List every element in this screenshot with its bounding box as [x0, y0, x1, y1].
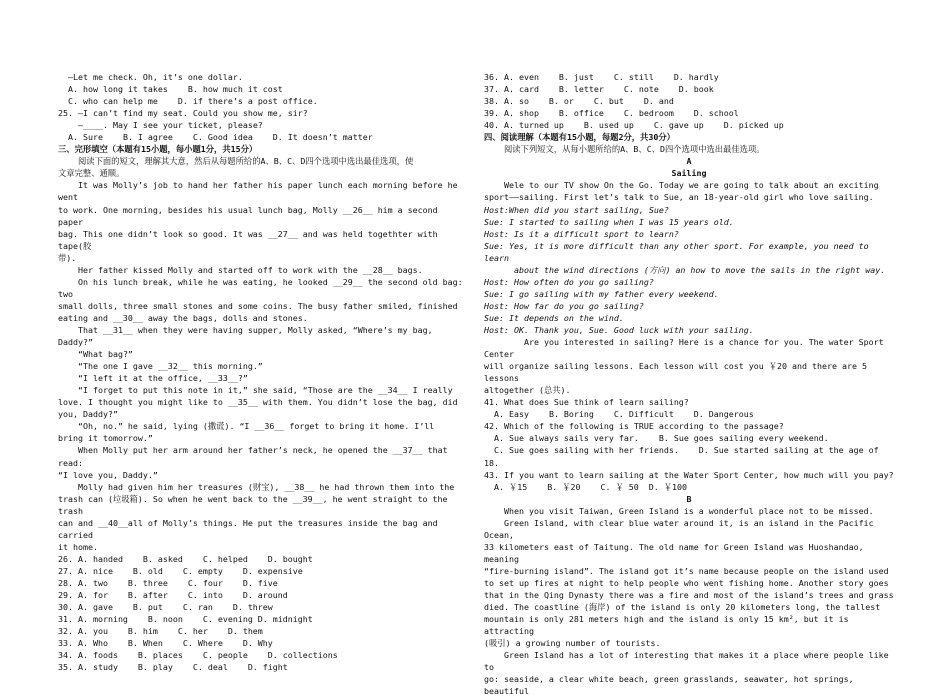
text-line: A. Sure B. I agree C. Good idea D. It doesn’t matter — [58, 132, 373, 143]
passage-line: 33 kilometers east of Taitung. The old name for Green Island was Huoshandao, meaning — [484, 541, 869, 564]
passage-line: Daddy?” — [58, 337, 93, 348]
option-line: 36. A. even B. just C. still D. hardly — [484, 72, 719, 82]
passage-line: can and __40__all of Molly’s things. He put the treasures inside the bag and carried — [58, 517, 443, 540]
dialogue-line: Host: Is it a difficult sport to learn? — [484, 228, 679, 239]
passage-line: “Oh, no.” he said, lying (撒谎). “I __36__ forget to bring it home. I’ll — [58, 421, 435, 432]
passage-line: (吸引) a growing number of tourists. — [484, 638, 661, 649]
passage-label-b: B — [686, 493, 692, 504]
passage-line: Her father kissed Molly and started off to work with the __28__ bags. — [58, 264, 423, 275]
option-line: 38. A. so B. or C. but D. and — [484, 96, 674, 107]
option-line: 30. A. gave B. put C. ran D. threw — [58, 602, 273, 613]
option-line: 28. A. two B. three C. four D. five — [58, 577, 278, 588]
option-line: 29. A. for B. after C. into D. around — [58, 590, 288, 601]
passage-line: that in the Qing Dynasty there was a fire and most of the island’s trees and grass — [484, 590, 894, 601]
passage-line: When you visit Taiwan, Green Island is a wonderful place not to be missed. — [484, 505, 874, 516]
dialogue-line: Sue: Yes, it is more difficult than any other sport. For example, you need to learn — [484, 240, 874, 263]
passage-line: It was Molly’s job to hand her father his paper lunch each morning before he went — [58, 180, 463, 203]
dialogue-line: Sue: It depends on the wind. — [484, 312, 624, 323]
instruction: 阅读下面的短文，理解其大意，然后从每题所给的A、B、C、D四个选项中选出最佳选项，使 — [58, 156, 414, 167]
option-line: A. Sue always sails very far. B. Sue goes sailing every weekend. — [484, 433, 829, 444]
text-line: C. who can help me D. if there’s a post office. — [58, 96, 318, 107]
option-line: 34. A. foods B. places C. people D. collections — [58, 650, 338, 661]
passage-title: Sailing — [671, 168, 707, 179]
passage-line: died. The coastline (海岸) of the island is only 20 kilometers long, the tallest — [484, 602, 881, 613]
option-line: 37. A. card B. letter C. note D. book — [484, 84, 714, 95]
passage-line: go: seaside, a clear white beach, green grasslands, seawater, hot springs, beautiful — [484, 674, 859, 697]
passage-line: Green Island, with clear blue water around it, is an island in the Pacific Ocean, — [484, 517, 879, 540]
passage-line: it home. — [58, 541, 98, 552]
option-line: 27. A. nice B. old C. empty D. expensive — [58, 565, 303, 576]
instruction: 文章完整、通顺。 — [58, 168, 125, 179]
section-heading: 三、完形填空（本题有15小题，每小题1分，共15分） — [58, 144, 258, 155]
passage-line: sport——sailing. First let’s talk to Sue, an 18-year-old girl who love sailing. — [484, 192, 874, 203]
passage-line: will organize sailing lessons. Each lesson will cost you ￥20 and there are 5 lessons — [484, 361, 872, 384]
option-line: A. Easy B. Boring C. Difficult D. Dangerous — [484, 409, 754, 420]
passage-line: small dolls, three small stones and some coins. The busy father smiled, finished — [58, 300, 458, 311]
passage-line: Molly had given him her treasures (财宝), __38__ he had thrown them into the — [58, 481, 455, 492]
question-42: 42. Which of the following is TRUE according to the passage? — [484, 421, 784, 432]
option-line: 32. A. you B. him C. her D. them — [58, 626, 263, 637]
option-line: 31. A. morning B. noon C. evening D. midnight — [58, 614, 313, 625]
passage-line: “I forget to put this note in it,” she said, “Those are the __34__ I really — [58, 385, 453, 396]
passage-line: to work. One morning, besides his usual lunch bag, Molly __26__ him a second paper — [58, 204, 443, 227]
passage-line: Green Island has a lot of interesting that makes it a place where people like to — [484, 650, 894, 673]
passage-line: When Molly put her arm around her father’s neck, he opened the __37__ that read: — [58, 445, 453, 468]
passage-line: bring it tomorrow.” — [58, 433, 153, 444]
dialogue-line: Host:When did you start sailing, Sue? — [484, 204, 669, 215]
text-line: —____. May I see your ticket, please? — [58, 120, 263, 131]
text-line: A. how long it takes B. how much it cost — [58, 84, 283, 95]
question-25: 25. —I can’t find my seat. Could you show me, sir? — [58, 108, 308, 119]
dialogue-line: Host: OK. Thank you, Sue. Good luck with your sailing. — [484, 324, 754, 335]
passage-line: trash can (垃圾箱). So when he went back to the __39__, he went straight to the trash — [58, 493, 453, 516]
passage-line: “I love you, Daddy.” — [58, 469, 158, 480]
passage-label-a: A — [686, 156, 692, 167]
passage-line: On his lunch break, while he was eating, he looked __29__ the second old bag: two — [58, 276, 468, 299]
question-41: 41. What does Sue think of learn sailing? — [484, 397, 689, 408]
dialogue-line: Host: How far do you go sailing? — [484, 300, 644, 311]
passage-line: mountain is only 281 meters high and the island is only 15 km², but it is attracting — [484, 614, 854, 637]
dialogue-line: about the wind directions (方向) an how to move the sails in the right way. — [484, 264, 886, 275]
option-line: 35. A. study B. play C. deal D. fight — [58, 662, 288, 673]
text-line: —Let me check. Oh, it’s one dollar. — [58, 72, 243, 82]
option-line: 40. A. turned up B. used up C. gave up D. picked up — [484, 120, 784, 131]
passage-line: love. I thought you might like to __35__ with them. You didn’t lose the bag, did — [58, 397, 458, 408]
passage-line: altogether (总共). — [484, 385, 571, 396]
passage-line: “What bag?” — [58, 349, 133, 360]
passage-line: you, Daddy?” — [58, 409, 118, 420]
dialogue-line: Sue: I go sailing with my father every weekend. — [484, 288, 719, 299]
passage-line: “I left it at the office, __33__?” — [58, 373, 248, 384]
passage-line: eating and __30__ away the bags, dolls and stones. — [58, 312, 308, 323]
passage-line: “The one I gave __32__ this morning.” — [58, 361, 263, 372]
option-line: 26. A. handed B. asked C. helped D. bought — [58, 553, 313, 564]
question-43: 43. If you want to learn sailing at the Water Sport Center, how much will you pay? — [484, 469, 894, 480]
section-heading: 四、阅读理解（本题有15小题，每题2分，共30分） — [484, 132, 675, 143]
passage-line: 带). — [58, 252, 77, 263]
passage-line: “fire-burning island”. The island got it’s name because people on the island used — [484, 565, 889, 576]
option-line: A. ￥15 B. ￥20 C. ￥ 50 D. ￥100 — [484, 481, 688, 492]
passage-line: to set up fires at night to help people who went fishing home. Another story goes — [484, 577, 889, 588]
passage-line: Wele to our TV show On the Go. Today we are going to talk about an exciting — [484, 180, 879, 191]
option-line: 33. A. Who B. When C. Where D. Why — [58, 638, 273, 649]
right-column — [484, 71, 894, 697]
passage-line: That __31__ when they were having supper, Molly asked, “Where’s my bag, — [58, 324, 433, 335]
passage-line: bag. This one didn’t look so good. It was __27__ and was held togethter with tape(胶 — [58, 228, 443, 251]
left-column — [58, 71, 466, 673]
dialogue-line: Sue: I started to sailing when I was 15 years old. — [484, 216, 734, 227]
dialogue-line: Host: How often do you go sailing? — [484, 276, 654, 287]
option-line: C. Sue goes sailing with her friends. D. Sue started sailing at the age of 18. — [484, 445, 884, 468]
instruction: 阅读下列短文，从每小题所给的A、B、C、D四个选项中选出最佳选项。 — [484, 144, 765, 155]
option-line: 39. A. shop B. office C. bedroom D. school — [484, 108, 739, 119]
passage-line: Are you interested in sailing? Here is a chance for you. The water Sport Center — [484, 337, 889, 360]
